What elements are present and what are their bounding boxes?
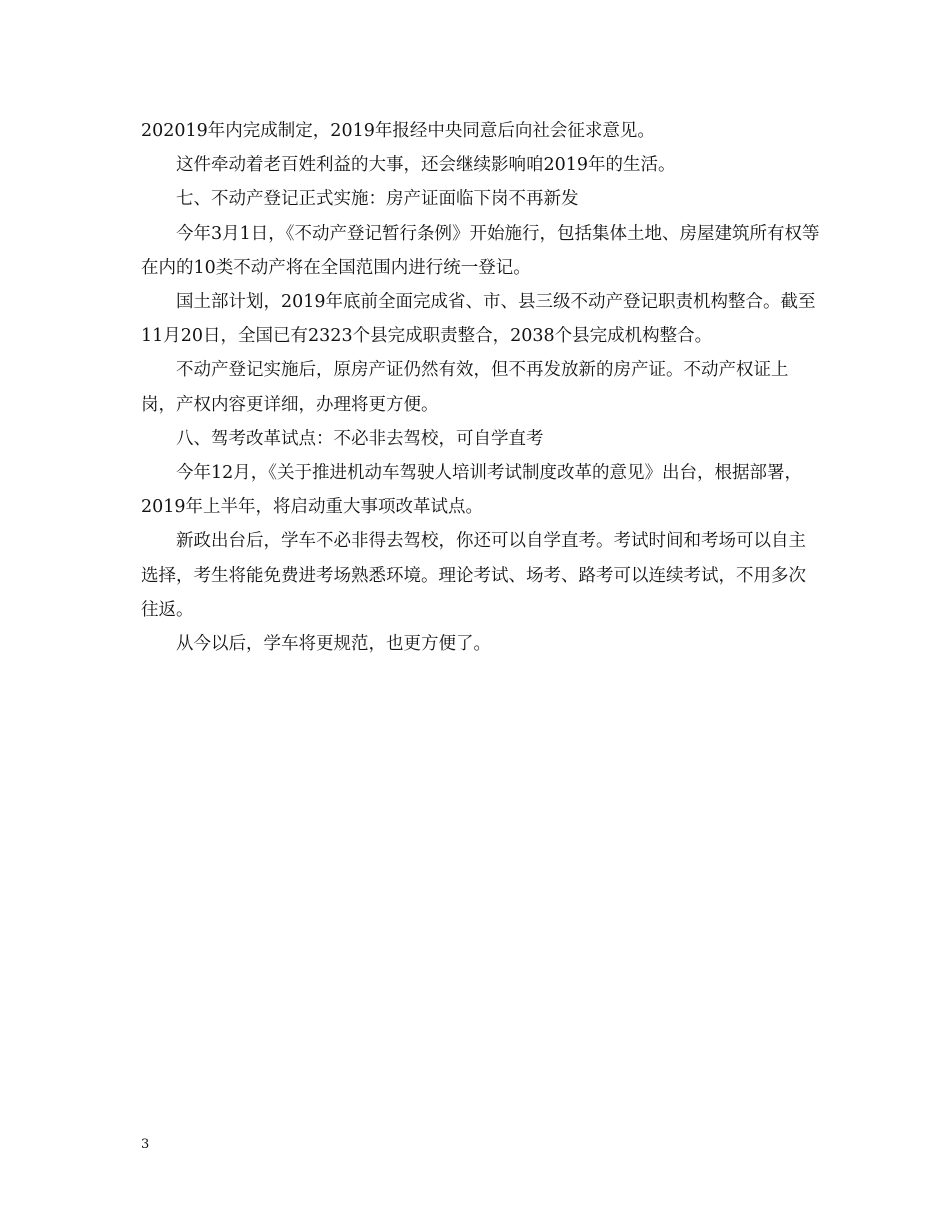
paragraph: 不动产登记实施后，原房产证仍然有效，但不再发放新的房产证。不动产权证上岗，产权内容更详细，办理将更方便。 bbox=[141, 360, 789, 415]
paragraph: 这件牵动着老百姓利益的大事，还会继续影响咱2019年的生活。 bbox=[176, 155, 676, 176]
paragraph: 今年12月，《关于推进机动车驾驶人培训考试制度改革的意见》出台，根据部署，2019年上半年，将启动重大事项改革试点。 bbox=[141, 463, 803, 518]
paragraph: 从今以后，学车将更规范，也更方便了。 bbox=[176, 634, 491, 655]
document-body bbox=[141, 114, 821, 661]
page-number: 3 bbox=[141, 1137, 150, 1152]
paragraph-continued: 202019年内完成制定，2019年报经中央同意后向社会征求意见。 bbox=[141, 121, 655, 141]
paragraph: 新政出台后，学车不必非得去驾校，你还可以自学直考。考试时间和考场可以自主选择，考生将能免费进考场熟悉环境。理论考试、场考、路考可以连续考试，不用多次往返。 bbox=[141, 531, 806, 620]
section-heading-8: 八、驾考改革试点：不必非去驾校，可自学直考 bbox=[176, 428, 544, 449]
section-heading-7: 七、不动产登记正式实施：房产证面临下岗不再新发 bbox=[176, 189, 579, 210]
paragraph: 国土部计划，2019年底前全面完成省、市、县三级不动产登记职责机构整合。截至11月20日，全国已有2323个县完成职责整合，2038个县完成机构整合。 bbox=[141, 292, 816, 347]
paragraph: 今年3月1日，《不动产登记暂行条例》开始施行，包括集体土地、房屋建筑所有权等在内的10类不动产将在全国范围内进行统一登记。 bbox=[141, 223, 820, 278]
